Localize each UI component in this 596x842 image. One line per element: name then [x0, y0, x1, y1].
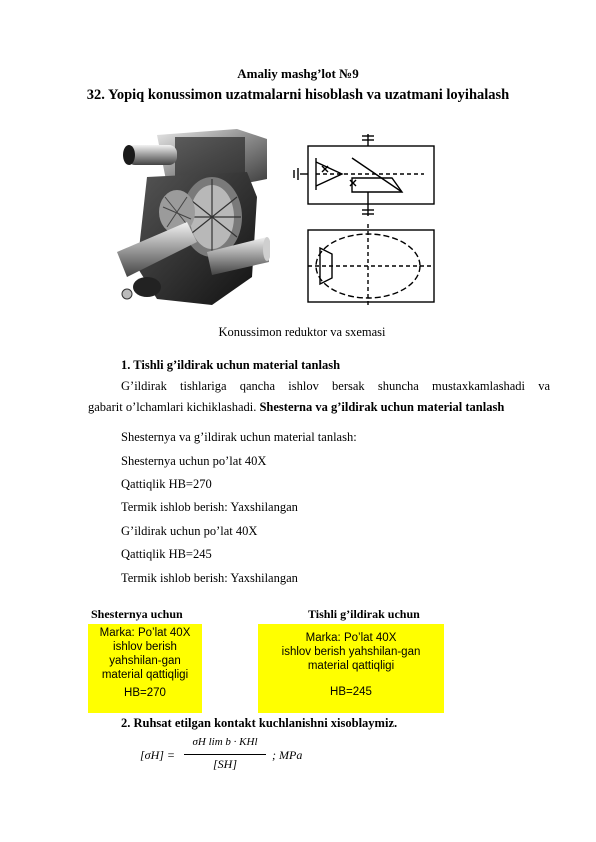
reducer-photo-image [117, 127, 270, 313]
gear-box-line1: Marka: Po’lat 40X [305, 632, 397, 644]
pinion-box-line4: material qattiqligi [101, 669, 189, 681]
contact-stress-formula [140, 734, 320, 778]
gear-box-line3: material qattiqligi [307, 660, 395, 672]
gear-box-hardness: HB=245 [330, 686, 372, 698]
pinion-box-line3: yahshilan-gan [109, 655, 181, 667]
section1-paragraph-plain: gabarit o’lchamlari kichiklashadi. [88, 400, 260, 414]
pinion-box-header: Shesternya uchun [91, 607, 183, 621]
pinion-box-hardness: HB=270 [124, 687, 166, 699]
formula-lhs: [σH] = [140, 748, 176, 762]
material-line-2: Shesternya uchun po’lat 40X [121, 454, 267, 468]
gear-box-line2: ishlov berish yahshilan-gan [281, 646, 421, 658]
section1-heading: 1. Tishli g’ildirak uchun material tanlash [121, 358, 341, 372]
material-line-3: Qattiqlik HB=270 [121, 477, 212, 491]
gear-box-header: Tishli g’ildirak uchun [308, 607, 420, 621]
section2-heading: 2. Ruhsat etilgan kontakt kuchlanishni xisoblaymiz. [121, 716, 398, 730]
section1-paragraph-bold: Shesterna va g’ildirak uchun material tanlash [259, 400, 505, 414]
formula-unit: ; MPa [272, 748, 303, 762]
section1-paragraph-line2 [88, 397, 550, 418]
formula-denominator: [SH] [212, 757, 237, 771]
figure-caption: Konussimon reduktor va sxemasi [218, 325, 386, 339]
material-line-1: Shesternya va g’ildirak uchun material tanlash: [121, 430, 357, 444]
practical-lesson-label: Amaliy mashg’lot №9 [237, 66, 359, 81]
material-line-6: Qattiqlik HB=245 [121, 547, 212, 561]
reducer-scheme-diagram [292, 130, 444, 306]
formula-numerator: σH lim b · KHl [192, 736, 258, 748]
section1-paragraph-line1: G’ildirak tishlariga qancha ishlov bersak shuncha mustaxkamlashadi va [121, 379, 550, 393]
formula-fraction-bar [184, 754, 266, 755]
pinion-box-line1: Marka: Po’lat 40X [99, 627, 191, 639]
material-line-4: Termik ishlob berish: Yaxshilangan [121, 500, 298, 514]
material-line-7: Termik ishlob berish: Yaxshilangan [121, 571, 298, 585]
page-title: 32. Yopiq konussimon uzatmalarni hisoblash va uzatmani loyihalash [86, 87, 510, 103]
material-line-5: G’ildirak uchun po’lat 40X [121, 524, 258, 538]
pinion-box-line2: ishlov berish [113, 641, 177, 653]
gear-material-box [258, 624, 444, 713]
pinion-material-box [88, 624, 202, 713]
